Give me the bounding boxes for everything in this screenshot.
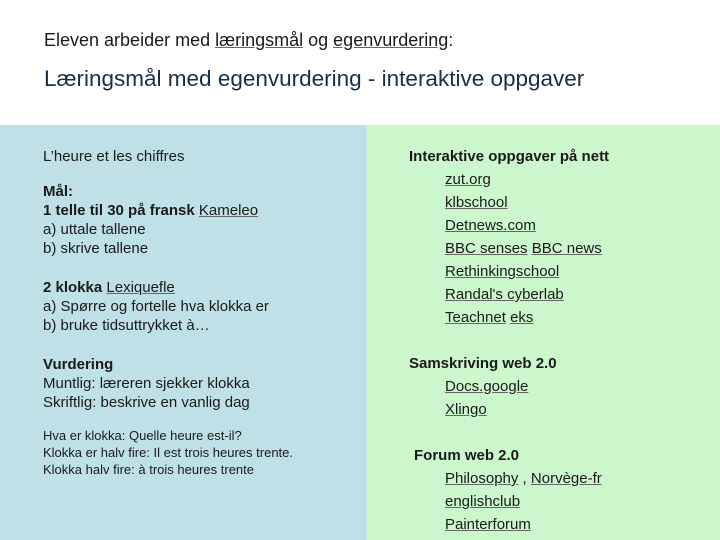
assessment-written: Skriftlig: beskrive en vanlig dag	[43, 394, 250, 411]
forum-separator: ,	[518, 470, 531, 487]
self-evaluation-link[interactable]: egenvurdering	[333, 30, 449, 50]
interactive-heading: Interaktive oppgaver på nett	[409, 148, 610, 165]
goal-heading: Mål:	[43, 183, 73, 200]
collab-writing-heading: Samskriving web 2.0	[409, 355, 557, 372]
xlingo-link[interactable]: Xlingo	[445, 401, 487, 418]
lexiquefle-link[interactable]: Lexiquefle	[106, 279, 175, 296]
goal-2-b: b) bruke tidsuttrykket à…	[43, 317, 210, 334]
philosophy-link[interactable]: Philosophy	[445, 470, 519, 487]
topic-heading: L’heure et les chiffres	[43, 148, 185, 165]
intro-line	[44, 30, 453, 51]
intro-text: Eleven arbeider med	[44, 30, 216, 50]
bbc-news-link[interactable]: BBC news	[531, 240, 602, 257]
assessment-heading: Vurdering	[43, 356, 114, 373]
eks-link[interactable]: eks	[510, 309, 534, 326]
goal-1-a: a) uttale tallene	[43, 221, 146, 238]
kameleo-link[interactable]: Kameleo	[198, 202, 259, 219]
docs-google-link[interactable]: Docs.google	[445, 378, 529, 395]
klbschool-link[interactable]: klbschool	[445, 194, 508, 211]
detnews-link[interactable]: Detnews.com	[445, 217, 536, 234]
norvege-fr-link[interactable]: Norvège-fr	[530, 470, 602, 487]
painterforum-link[interactable]: Painterforum	[445, 516, 531, 533]
rethinkingschool-link[interactable]: Rethinkingschool	[445, 263, 560, 280]
colon-text: :	[448, 30, 454, 50]
goal-2-a: a) Spørre og fortelle hva klokka er	[43, 298, 269, 315]
forum-links-row	[445, 469, 602, 488]
goal-2	[43, 278, 175, 297]
example-1: Hva er klokka: Quelle heure est-il?	[43, 428, 242, 443]
zut-link[interactable]: zut.org	[445, 171, 491, 188]
teachnet-links	[445, 308, 533, 327]
teachnet-link[interactable]: Teachnet	[445, 309, 506, 326]
assessment-oral: Muntlig: læreren sjekker klokka	[43, 375, 250, 392]
englishclub-link[interactable]: englishclub	[445, 493, 521, 510]
example-3: Klokka halv fire: à trois heures trente	[43, 462, 254, 477]
randals-cyberlab-link[interactable]: Randal's cyberlab	[445, 286, 564, 303]
page-title: Læringsmål med egenvurdering - interaktive oppgaver	[44, 66, 585, 91]
learning-goals-link[interactable]: læringsmål	[215, 30, 304, 50]
goal-1	[43, 201, 258, 220]
goal-1-b: b) skrive tallene	[43, 240, 149, 257]
example-2: Klokka er halv fire: Il est trois heures trente.	[43, 445, 293, 460]
goal-2-text: 2 klokka	[43, 279, 107, 296]
and-text: og	[303, 30, 334, 50]
bbc-links	[445, 239, 602, 258]
goal-1-text: 1 telle til 30 på fransk	[43, 202, 199, 219]
forum-heading: Forum web 2.0	[414, 447, 520, 464]
bbc-senses-link[interactable]: BBC senses	[445, 240, 528, 257]
